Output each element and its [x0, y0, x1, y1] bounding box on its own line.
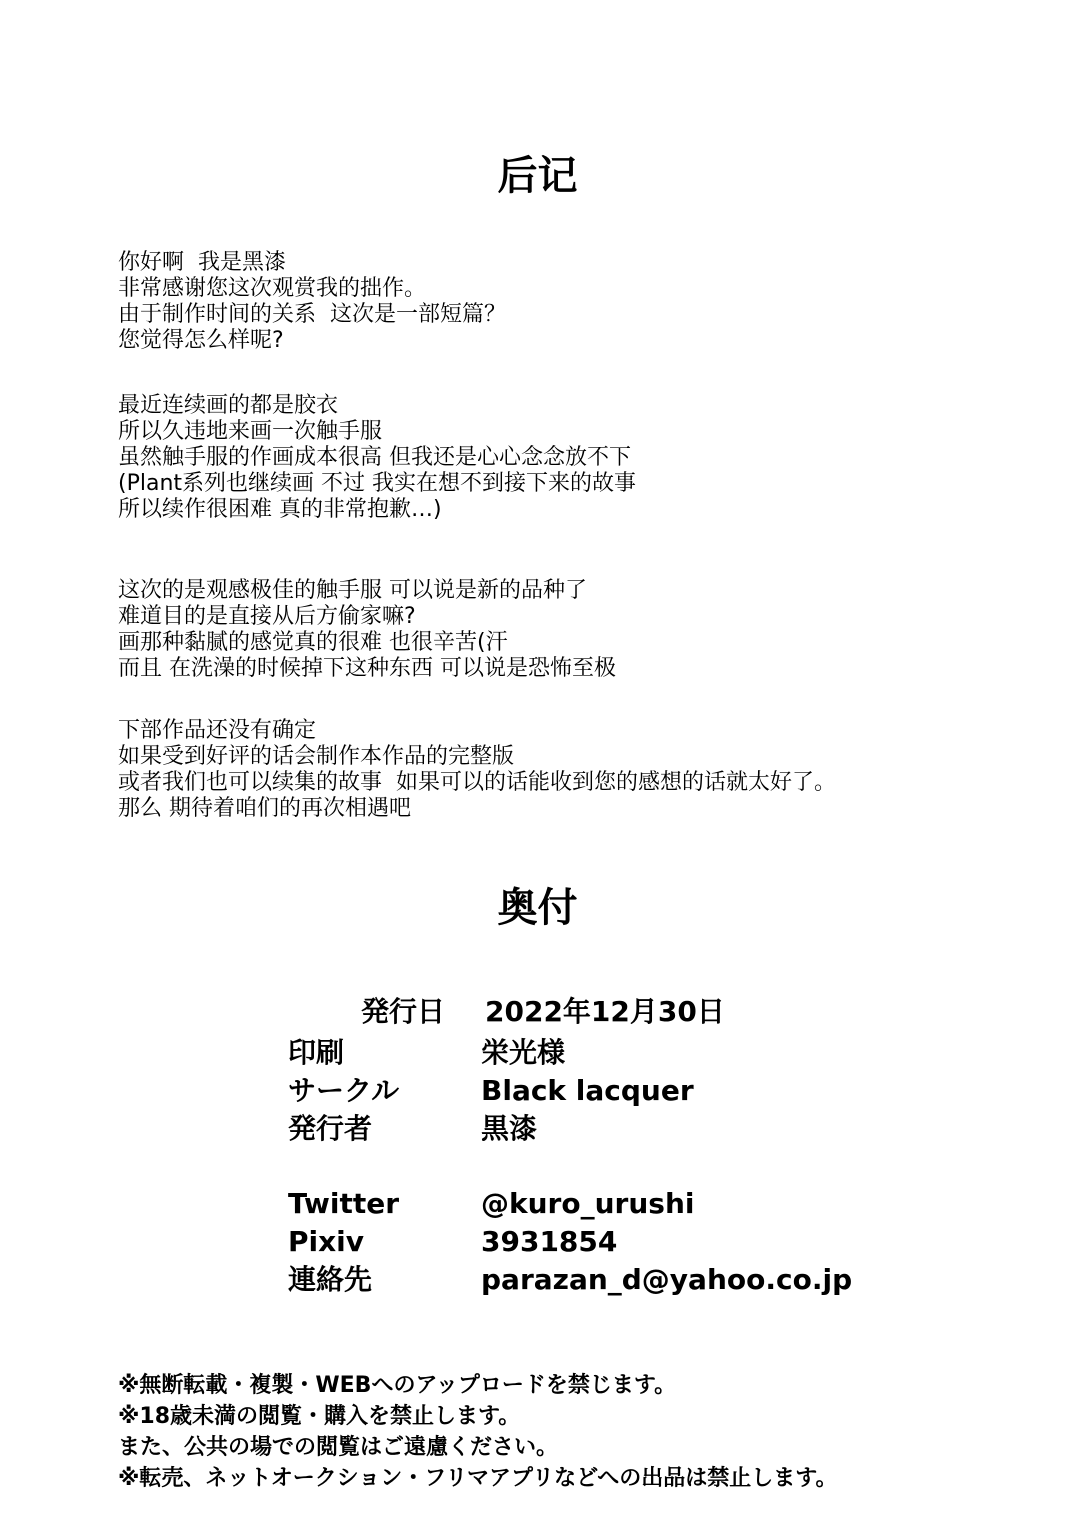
text-line: 您觉得怎么样呢?	[118, 328, 284, 353]
notice-line: ※無断転載・複製・WEBへのアップロードを禁じます。	[118, 1373, 677, 1398]
text-line: 你好啊 我是黑漆	[118, 250, 286, 275]
text-line: (Plant系列也继续画 不过 我实在想不到接下来的故事	[118, 471, 637, 496]
info-key: 発行者	[288, 1112, 373, 1145]
afterword-paragraph	[118, 250, 506, 354]
info-key: Twitter	[288, 1187, 400, 1220]
text-line: 虽然触手服的作画成本很高 但我还是心心念念放不下	[118, 445, 631, 470]
text-line: 画那种黏腻的感觉真的很难 也很辛苦(汗	[118, 630, 508, 655]
text-line: 由于制作时间的关系 这次是一部短篇？	[118, 302, 506, 327]
info-value: Black lacquer	[481, 1074, 694, 1107]
info-row-printer	[288, 1034, 694, 1072]
info-key: Pixiv	[288, 1225, 365, 1258]
publication-date-label: 発行日	[361, 995, 446, 1028]
info-row-contact	[288, 1261, 852, 1299]
text-line: 那么 期待着咱们的再次相遇吧	[118, 796, 411, 821]
text-line: 非常感谢您这次观赏我的拙作。	[118, 276, 427, 301]
notice-line: また、公共の場での閲覧はご遠慮ください。	[118, 1435, 559, 1460]
afterword-title: 后记	[497, 153, 578, 199]
info-row-circle	[288, 1072, 694, 1110]
text-line: 所以续作很困难 真的非常抱歉…)	[118, 497, 442, 522]
info-group-contact	[288, 1185, 852, 1299]
afterword-paragraph	[118, 393, 636, 523]
notice-line: ※転売、ネットオークション・フリマアプリなどへの出品は禁止します。	[118, 1466, 838, 1491]
info-key: サークル	[288, 1074, 400, 1107]
colophon-title: 奥付	[497, 885, 578, 931]
info-value: 栄光様	[481, 1036, 566, 1069]
info-value: 黒漆	[481, 1112, 538, 1145]
notice-line: ※18歳未満の閲覧・購入を禁止します。	[118, 1404, 521, 1429]
info-row-publisher	[288, 1110, 694, 1148]
text-line: 所以久违地来画一次触手服	[118, 419, 383, 444]
text-line: 难道目的是直接从后方偷家嘛?	[118, 604, 416, 629]
afterword-paragraph	[118, 718, 836, 822]
publication-date-value: 2022年12月30日	[485, 995, 725, 1028]
info-value: 3931854	[481, 1225, 618, 1258]
text-line: 或者我们也可以续集的故事 如果可以的话能收到您的感想的话就太好了。	[118, 770, 836, 795]
text-line: 下部作品还没有确定	[118, 718, 317, 743]
info-value: parazan_d@yahoo.co.jp	[481, 1263, 853, 1296]
info-group-publishing	[288, 1034, 694, 1148]
info-key: 連絡先	[288, 1263, 373, 1296]
info-key: 印刷	[288, 1036, 345, 1069]
text-line: 而且 在洗澡的时候掉下这种东西 可以说是恐怖至极	[118, 656, 616, 681]
text-line: 最近连续画的都是胶衣	[118, 393, 339, 418]
info-row-twitter	[288, 1185, 852, 1223]
legal-notices	[118, 1370, 837, 1494]
info-value: @kuro_urushi	[481, 1187, 695, 1220]
text-line: 如果受到好评的话会制作本作品的完整版	[118, 744, 515, 769]
info-row-pixiv	[288, 1223, 852, 1261]
text-line: 这次的是观感极佳的触手服 可以说是新的品种了	[118, 578, 587, 603]
afterword-paragraph	[118, 578, 616, 682]
